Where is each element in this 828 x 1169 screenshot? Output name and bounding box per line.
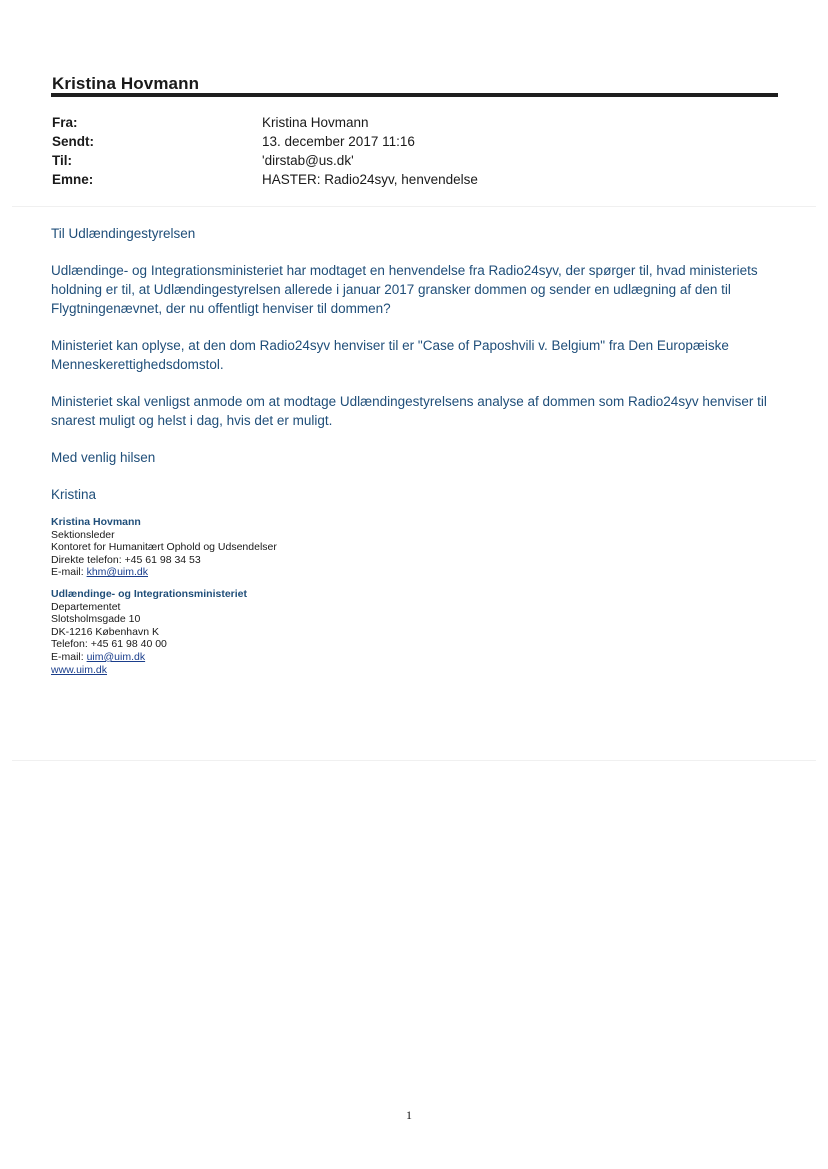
email-link[interactable]: khm@uim.dk (86, 566, 149, 579)
signature-email-line (51, 566, 277, 579)
header-divider (51, 93, 778, 97)
email-body (51, 224, 771, 522)
sign-name: Kristina (51, 487, 97, 502)
body-paragraph: Ministeriet skal venligst anmode om at modtage Udlændingestyrelsens analyse af dommen som Radio24syv henviser til snarest muligt og helst i dag, hvis det er muligt. (51, 394, 767, 428)
signature-org (51, 588, 277, 676)
meta-value: HASTER: Radio24syv, henvendelse (262, 172, 478, 187)
page-number: 1 (406, 1108, 412, 1122)
signature-phone: Direkte telefon: +45 61 98 34 53 (51, 553, 201, 566)
signature-office: Kontoret for Humanitært Ophold og Udsendelser (51, 541, 277, 554)
org-department: Departementet (51, 600, 121, 613)
meta-label: Til: (52, 153, 72, 168)
signature-name: Kristina Hovmann (51, 516, 141, 528)
sender-name: Kristina Hovmann (52, 74, 200, 93)
meta-value: 'dirstab@us.dk' (262, 153, 354, 168)
closing: Med venlig hilsen (51, 450, 156, 465)
greeting: Til Udlændingestyrelsen (51, 226, 196, 241)
email-label: E-mail: (51, 650, 87, 663)
signature-title: Sektionsleder (51, 528, 115, 541)
meta-label: Fra: (52, 115, 78, 130)
org-email-link[interactable]: uim@uim.dk (86, 650, 146, 663)
org-email-line (51, 651, 277, 664)
email-signature (51, 516, 277, 676)
meta-value: 13. december 2017 11:16 (262, 134, 415, 149)
org-phone: Telefon: +45 61 98 40 00 (51, 638, 167, 651)
meta-value: Kristina Hovmann (262, 115, 369, 130)
scan-artifact (12, 206, 816, 207)
body-paragraph: Ministeriet kan oplyse, at den dom Radio24syv henviser til er "Case of Paposhvili v. Belgium" fra Den Europæiske Menneskerettighedsdomstol. (51, 338, 729, 372)
org-city: DK-1216 København K (51, 625, 159, 638)
body-paragraph: Udlændinge- og Integrationsministeriet har modtaget en henvendelse fra Radio24syv, der spørger til, hvad ministeriets holdning er til, at Udlændingestyrelsen allerede i januar 2017 gransker dommen og sender en udlægning af den til Flygtningenævnet, der nu offentligt henviser til dommen? (51, 263, 758, 316)
org-website-line (51, 664, 277, 677)
meta-label: Emne: (52, 172, 94, 187)
meta-label: Sendt: (52, 134, 94, 149)
signature-person (51, 516, 277, 579)
org-street: Slotsholmsgade 10 (51, 613, 141, 626)
website-link[interactable]: www.uim.dk (51, 663, 108, 676)
org-name: Udlændinge- og Integrationsministeriet (51, 587, 248, 600)
scan-artifact (12, 760, 816, 761)
email-label: E-mail: (51, 566, 87, 579)
